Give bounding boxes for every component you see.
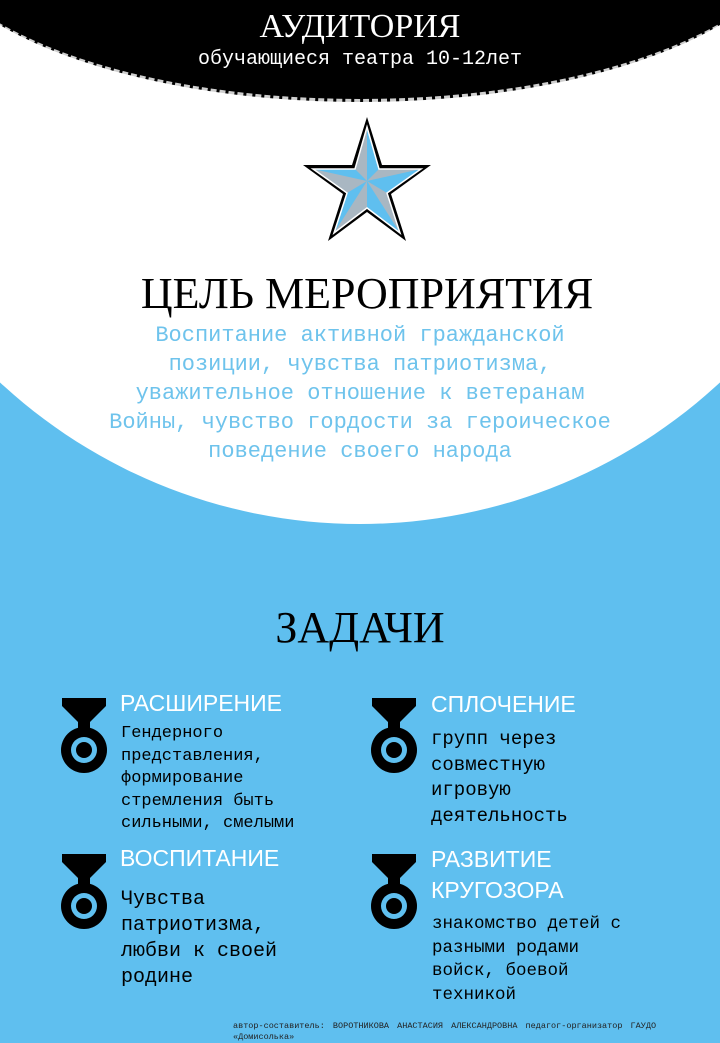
- task-heading-expansion: РАСШИРЕНИЕ: [120, 690, 283, 716]
- medal-icon: [60, 696, 108, 776]
- goal-title: ЦЕЛЬ МЕРОПРИЯТИЯ: [140, 269, 594, 318]
- tasks-title: ЗАДАЧИ: [275, 603, 445, 652]
- task-text-expansion: Гендерного представления, формирование стремления быть сильными, смелыми: [121, 724, 295, 833]
- star-icon: [300, 113, 434, 243]
- task-heading-outlook: РАЗВИТИЕ КРУГОЗОРА: [431, 846, 564, 903]
- task-heading-upbringing: ВОСПИТАНИЕ: [120, 845, 280, 871]
- task-heading-unity: СПЛОЧЕНИЕ: [431, 691, 576, 717]
- task-text-outlook: знакомство детей с разными родами войск, боевой техникой: [432, 914, 622, 1005]
- audience-title: АУДИТОРИЯ: [259, 8, 461, 45]
- goal-text: Воспитание активной гражданской позиции, чувства патриотизма, уважительное отношение к ветеранам Войны, чувство гордости за героическое поведение своего народа: [109, 323, 611, 464]
- footer-credits: автор-составитель: ВОРОТНИКОВА АНАСТАСИЯ АЛЕКСАНДРОВНА педагог-организатор ГАУДО «Домисолька»: [233, 1021, 657, 1042]
- medal-icon: [60, 852, 108, 932]
- task-text-upbringing: Чувства патриотизма, любви к своей родине: [121, 888, 278, 989]
- medal-icon: [370, 852, 418, 932]
- audience-subtitle: обучающиеся театра 10-12лет: [197, 48, 523, 71]
- task-text-unity: групп через совместную игровую деятельность: [431, 728, 568, 827]
- medal-icon: [370, 696, 418, 776]
